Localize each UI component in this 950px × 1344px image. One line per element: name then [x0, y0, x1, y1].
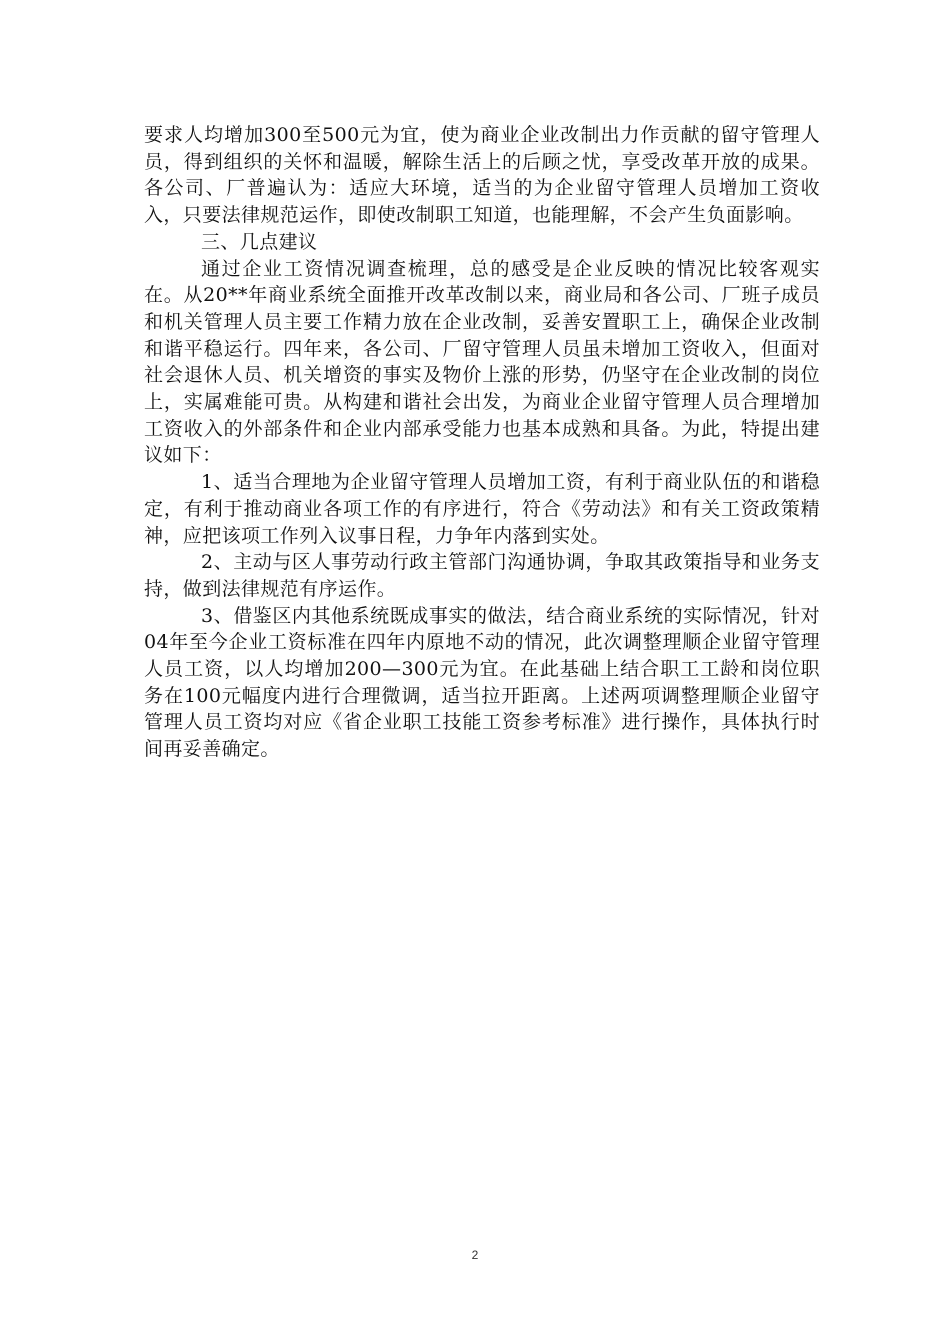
paragraph-survey-summary: 通过企业工资情况调查梳理，总的感受是企业反映的情况比较客观实在。从20**年商业系统全面推开改革改制以来，商业局和各公司、厂班子成员和机关管理人员主要工作精力放在企业改制，妥善安置职工上，确保企业改制和谐平稳运行。四年来，各公司、厂留守管理人员虽未增加工资收入，但面对社会退休人员、机关增资的事实及物价上涨的形势，仍坚守在企业改制的岗位上，实属难能可贵。从构建和谐社会出发，为商业企业留守管理人员合理增加工资收入的外部条件和企业内部承受能力也基本成熟和具备。为此，特提出建议如下： — [144, 257, 820, 467]
paragraph-continuation: 要求人均增加300至500元为宜，使为商业企业改制出力作贡献的留守管理人员，得到组织的关怀和温暖，解除生活上的后顾之忧，享受改革开放的成果。各公司、厂普遍认为：适应大环境，适当的为企业留守管理人员增加工资收入，只要法律规范运作，即使改制职工知道，也能理解，不会产生负面影响。 — [144, 124, 820, 227]
document-body — [144, 122, 820, 763]
paragraph-suggestion-1: 1、适当合理地为企业留守管理人员增加工资，有利于商业队伍的和谐稳定，有利于推动商业各项工作的有序进行，符合《劳动法》和有关工资政策精神，应把该项工作列入议事日程，力争年内落到实处。 — [144, 471, 820, 547]
paragraph-suggestion-2: 2、主动与区人事劳动行政主管部门沟通协调，争取其政策指导和业务支持，做到法律规范有序运作。 — [144, 551, 820, 600]
paragraph-suggestion-3: 3、借鉴区内其他系统既成事实的做法，结合商业系统的实际情况，针对04年至今企业工资标准在四年内原地不动的情况，此次调整理顺企业留守管理人员工资，以人均增加200—300元为宜。在此基础上结合职工工龄和岗位职务在100元幅度内进行合理微调，适当拉开距离。上述两项调整理顺企业留守管理人员工资均对应《省企业职工技能工资参考标准》进行操作，具体执行时间再妥善确定。 — [144, 604, 820, 761]
section-heading-suggestions: 三、几点建议 — [201, 230, 318, 253]
page-number: 2 — [471, 1248, 479, 1262]
